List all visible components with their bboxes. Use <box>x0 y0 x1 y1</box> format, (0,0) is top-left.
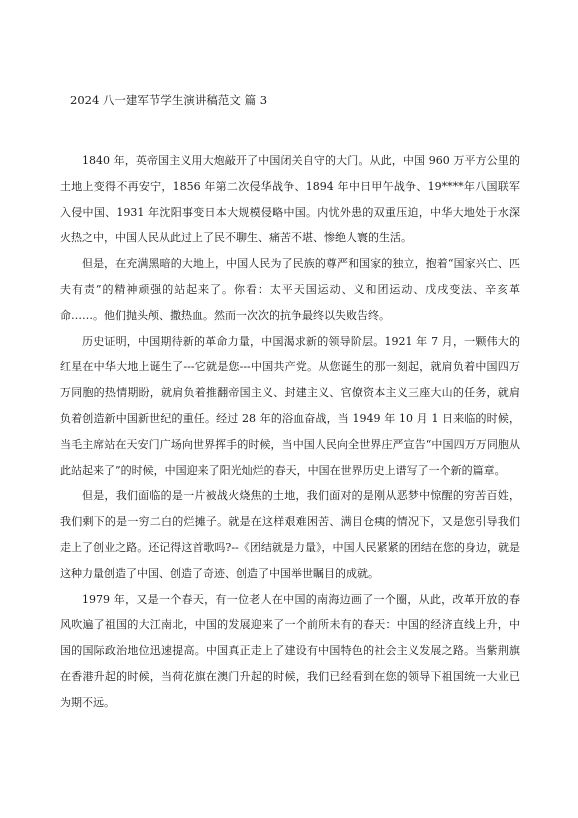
paragraph-1: 1840 年，英帝国主义用大炮敲开了中国闭关自守的大门。从此，中国 960 万平方公里的土地上变得不再安宁，1856 年第二次侵华战争、1894 年中日甲午战争、19****年八国联军入侵中国、1931 年沈阳事变日本大规模侵略中国。内忧外患的双重压迫，中华大地处于水深火热之中，中国人民从此过上了民不聊生、痛苦不堪、惨绝人寰的生活。 <box>60 154 520 245</box>
paragraph-4: 但是，我们面临的是一片被战火烧焦的土地，我们面对的是刚从恶梦中惊醒的穷苦百姓，我们剩下的是一穷二白的烂摊子。就是在这样艰难困苦、满目仓痍的情况下，又是您引导我们走上了创业之路。还记得这首歌吗?--《团结就是力量》，中国人民紧紧的团结在您的身边，就是这种力量创造了中国、创造了奇迹、创造了中国举世瞩目的成就。 <box>60 489 520 580</box>
document-title: 2024 八一建军节学生演讲稿范文 篇 3 <box>70 93 268 107</box>
paragraph-2: 但是，在充满黑暗的大地上，中国人民为了民族的尊严和国家的独立，抱着“国家兴亡、匹夫有责”的精神顽强的站起来了。你看：太平天国运动、义和团运动、戊戌变法、辛亥革命……。他们抛头颅、撒热血。然而一次次的抗争最终以失败告终。 <box>60 257 520 322</box>
paragraph-5: 1979 年，又是一个春天，有一位老人在中国的南海边画了一个圈，从此，改革开放的春风吹遍了祖国的大江南北，中国的发展迎来了一个前所未有的春天：中国的经济直线上升，中国的国际政治地位迅速提高。中国真正走上了建设有中国特色的社会主义发展之路。当紫荆旗在香港升起的时候，当荷花旗在澳门升起的时候，我们已经看到在您的领导下祖国统一大业已为期不远。 <box>60 592 520 709</box>
paragraph-3: 历史证明，中国期待新的革命力量，中国渴求新的领导阶层。1921 年 7 月，一颗伟大的红星在中华大地上诞生了---它就是您---中国共产党。从您诞生的那一刻起，就肩负着中国四万万同胞的热情期盼，就肩负着推翻帝国主义、封建主义、官僚资本主义三座大山的任务，就肩负着创造新中国新世纪的重任。经过 28 年的浴血奋战，当 1949 年 10 月 1 日来临的时候，当毛主席站在天安门广场向世界挥手的时候，当中国人民向全世界庄严宣告“中国四万万同胞从此站起来了”的时候，中国迎来了阳光灿烂的春天，中国在世界历史上谱写了一个新的篇章。 <box>60 334 520 477</box>
document-body <box>60 148 520 716</box>
